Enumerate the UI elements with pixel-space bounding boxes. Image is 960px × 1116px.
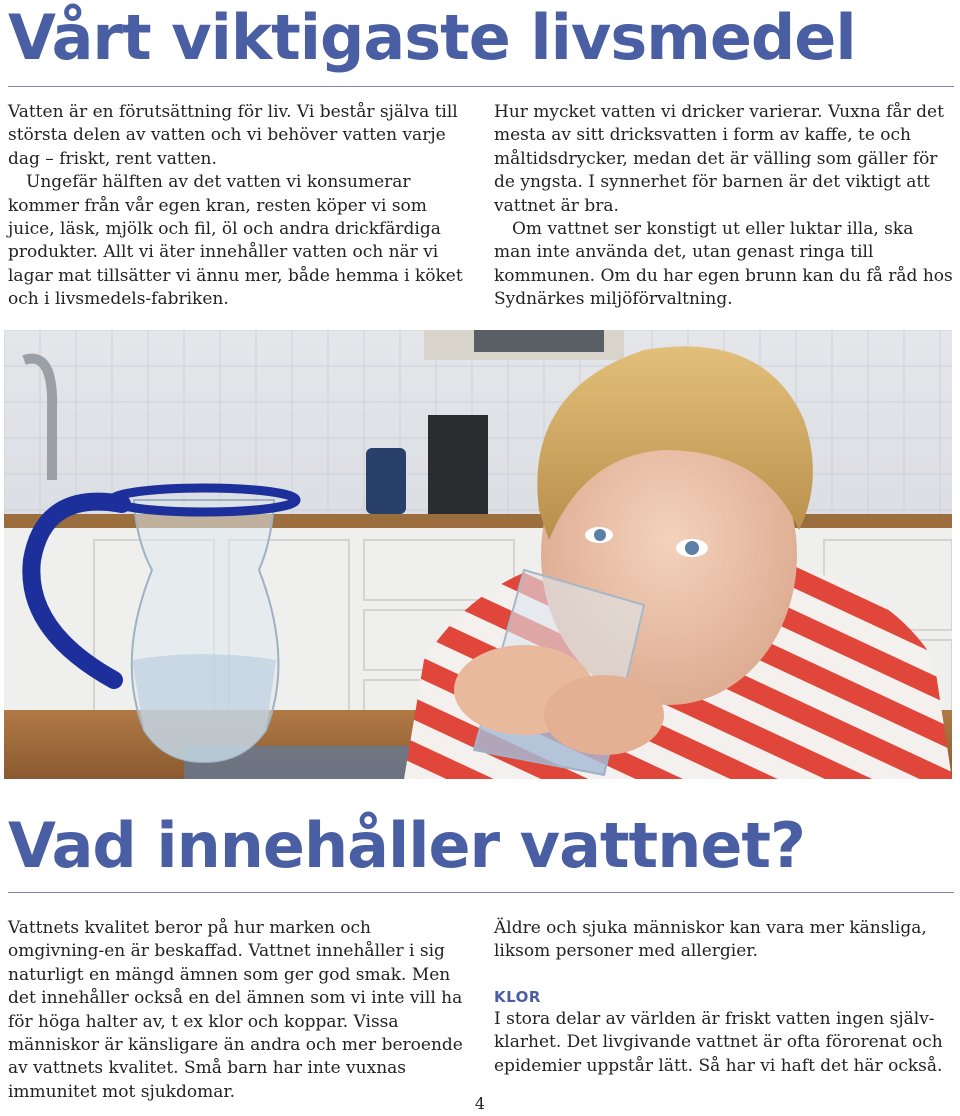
second-heading: Vad innehåller vattnet? xyxy=(8,809,805,882)
main-heading: Vårt viktigaste livsmedel xyxy=(8,1,856,74)
klor-paragraph: I stora delar av världen är friskt vatten ingen själv-klarhet. Det livgivande vattnet är ofta förorenat och epidemier uppstår lätt. Så har vi haft det här också. xyxy=(494,1008,943,1076)
quality-paragraph-2: Äldre och sjuka människor kan vara mer känsliga, liksom personer med allergier. xyxy=(494,918,927,962)
intro-paragraph-4: Om vattnet ser konstigt ut eller luktar illa, ska man inte använda det, utan genast ringa till kommunen. Om du har egen brunn kan du få råd hos Sydnärkes miljöförvaltning. xyxy=(494,219,953,310)
intro-column-right xyxy=(494,101,954,312)
page-number: 4 xyxy=(474,1094,486,1113)
heading-rule xyxy=(8,86,954,87)
intro-paragraph-3: Hur mycket vatten vi dricker varierar. Vuxna får det mesta av sitt dricksvatten i form av kaffe, te och måltidsdrycker, medan det är välling som gäller för de yngsta. I synnerhet för barnen är det viktigt att vattnet är bra. xyxy=(494,102,944,216)
quality-column-right xyxy=(494,917,954,1078)
intro-paragraph-1: Vatten är en förutsättning för liv. Vi består själva till största delen av vatten och vi behöver vatten varje dag – friskt, rent vatten. xyxy=(8,102,458,169)
klor-subheading: KLOR xyxy=(494,987,541,1006)
intro-column-left xyxy=(8,101,474,312)
photo-boy-drinking-water xyxy=(4,330,952,779)
quality-paragraph-1: Vattnets kvalitet beror på hur marken och omgivning-en är beskaffad. Vattnet innehåller i sig naturligt en mängd ämnen som ger god smak. Men det innehåller också en del ämnen som vi inte vill ha för höga halter av, t ex klor och koppar. Vissa människor är känsligare än andra och mer beroende av vattnets kvalitet. Små barn har inte vuxnas immunitet mot sjukdomar. xyxy=(8,918,463,1102)
second-heading-rule xyxy=(8,892,954,893)
intro-paragraph-2: Ungefär hälften av det vatten vi konsumerar kommer från vår egen kran, resten köper vi som juice, läsk, mjölk och fil, öl och andra drickfärdiga produkter. Allt vi äter innehåller vatten och när vi lagar mat tillsätter vi ännu mer, både hemma i köket och i livsmedels-fabriken. xyxy=(8,172,463,310)
quality-column-left xyxy=(8,917,472,1104)
